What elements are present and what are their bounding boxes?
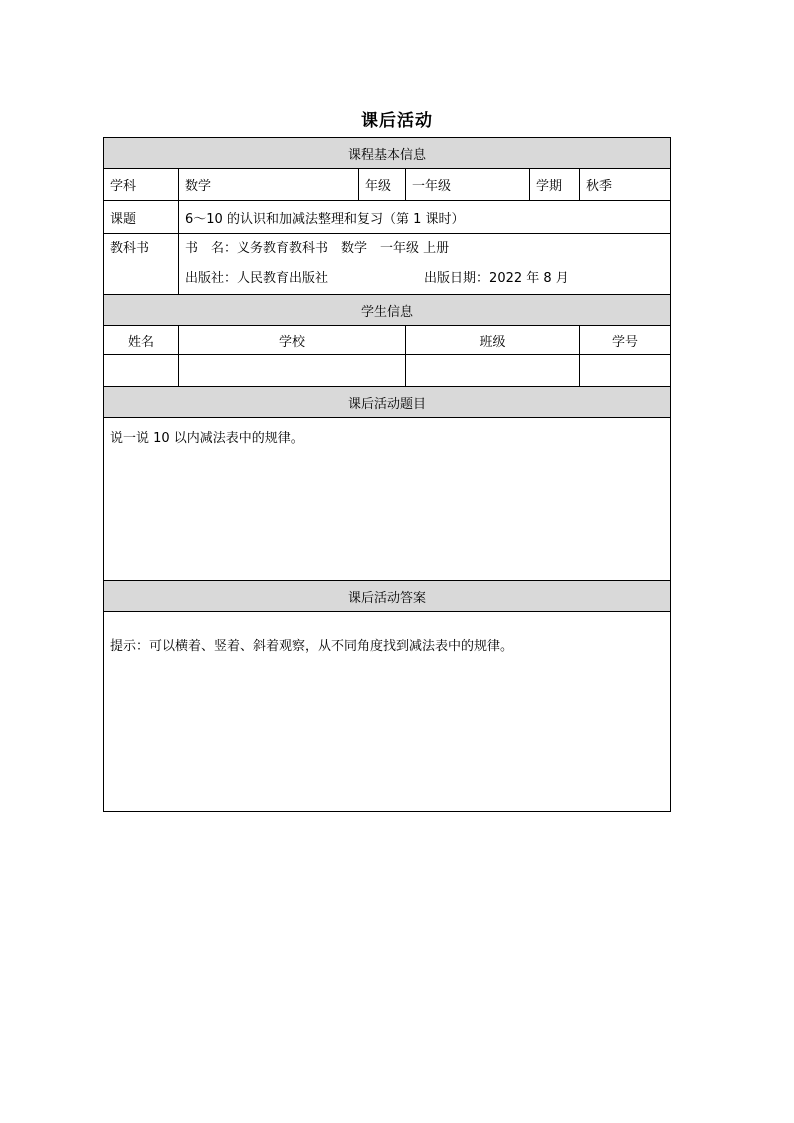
subject-label: 学科	[104, 169, 179, 201]
subject-value: 数学	[179, 169, 359, 201]
student-info-header-row	[104, 295, 671, 326]
basic-info-row	[104, 169, 671, 201]
topic-label: 课题	[104, 201, 179, 234]
course-info-section-title: 课程基本信息	[104, 138, 671, 169]
student-columns-row	[104, 326, 671, 355]
student-values-row	[104, 355, 671, 387]
book-name-label: 书 名：	[185, 241, 238, 256]
term-label: 学期	[530, 169, 580, 201]
textbook-details	[179, 234, 671, 295]
student-school-cell[interactable]	[179, 355, 406, 387]
student-name-header: 姓名	[104, 326, 179, 355]
grade-value: 一年级	[406, 169, 530, 201]
pub-date-value: 2022 年 8 月	[489, 271, 569, 286]
topic-value: 6～10 的认识和加减法整理和复习（第 1 课时）	[179, 201, 671, 234]
textbook-label: 教科书	[110, 241, 150, 256]
student-info-section-title: 学生信息	[104, 295, 671, 326]
book-name-value: 义务教育教科书 数学 一年级 上册	[237, 241, 450, 256]
answer-section-title: 课后活动答案	[104, 581, 671, 612]
student-id-cell[interactable]	[580, 355, 671, 387]
pub-date-label: 出版日期：	[424, 271, 490, 286]
term-value: 秋季	[580, 169, 671, 201]
textbook-row	[104, 234, 671, 295]
publisher-label: 出版社：	[185, 271, 238, 286]
topic-row	[104, 201, 671, 234]
activity-question-text: 说一说 10 以内减法表中的规律。	[104, 418, 671, 581]
activity-section-title: 课后活动题目	[104, 387, 671, 418]
grade-label: 年级	[359, 169, 406, 201]
activity-form-table	[103, 137, 671, 812]
publisher-line	[185, 264, 664, 294]
course-info-header-row	[104, 138, 671, 169]
page-title: 课后活动	[361, 111, 433, 131]
student-name-cell[interactable]	[104, 355, 179, 387]
answer-text: 提示：可以横着、竖着、斜着观察，从不同角度找到减法表中的规律。	[104, 612, 671, 812]
student-class-cell[interactable]	[406, 355, 580, 387]
activity-question-row	[104, 418, 671, 581]
student-class-header: 班级	[406, 326, 580, 355]
answer-header-row	[104, 581, 671, 612]
book-name-line	[185, 234, 664, 264]
publisher-value: 人民教育出版社	[237, 271, 329, 286]
activity-header-row	[104, 387, 671, 418]
student-id-header: 学号	[580, 326, 671, 355]
student-school-header: 学校	[179, 326, 406, 355]
answer-row	[104, 612, 671, 812]
